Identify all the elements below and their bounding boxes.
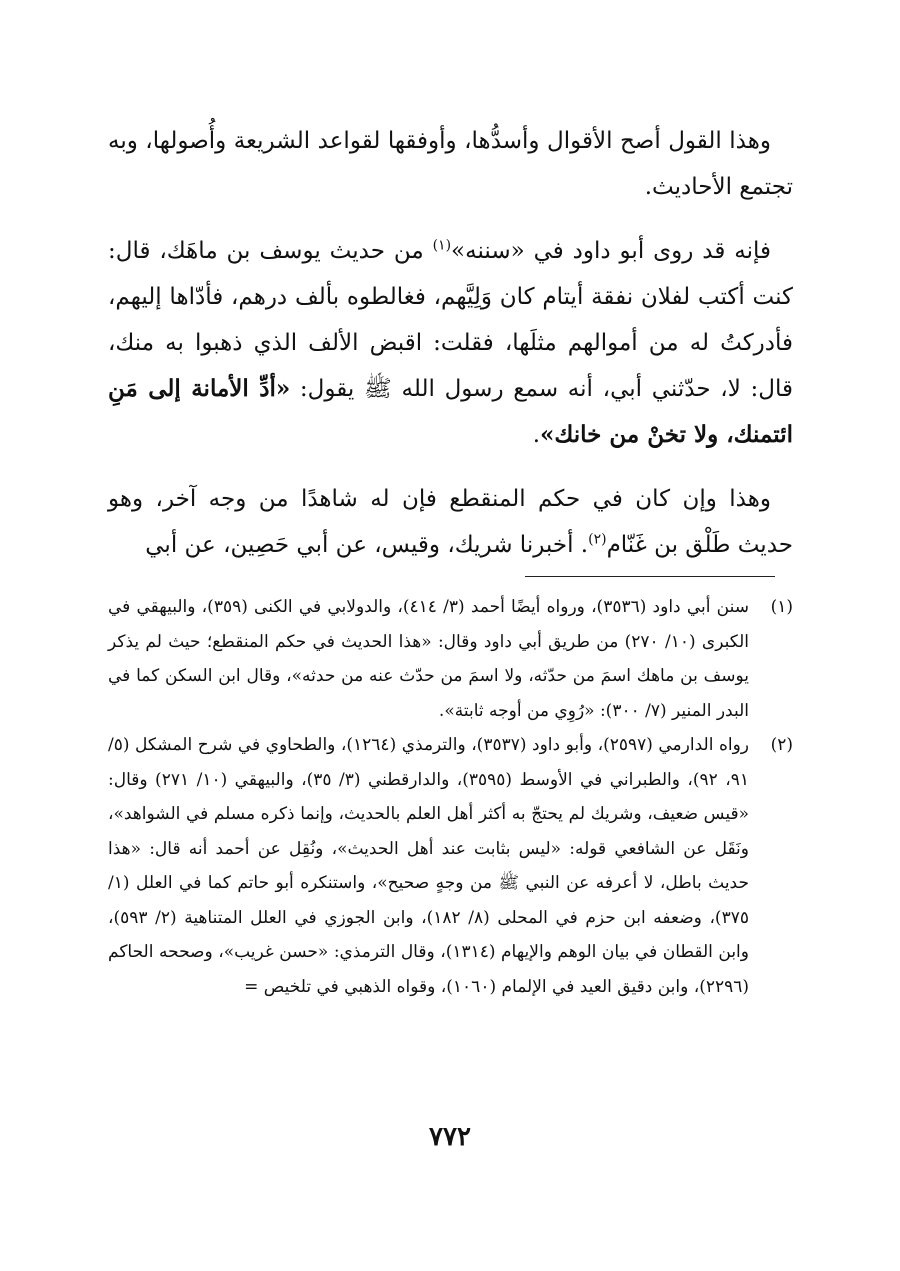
footnote-1 bbox=[108, 590, 793, 728]
page-number: ٧٧٢ bbox=[429, 1122, 471, 1152]
footnote-reference-2[interactable]: (٢) bbox=[588, 531, 607, 548]
main-text bbox=[108, 118, 793, 586]
paragraph-1-text: وهذا القول أصح الأقوال وأسدُّها، وأوفقها لقواعد الشريعة وأُصولها، وبه تجتمع الأحاديث. bbox=[108, 128, 793, 200]
footnotes bbox=[108, 590, 793, 1004]
paragraph-2-text-a: فإنه قد روى أبو داود في «سننه» bbox=[451, 238, 771, 264]
paragraph-3-text-a: وهذا وإن كان في حكم المنقطع فإن له شاهدًا من وجه آخر، وهو حديث طَلْق بن غَنّام bbox=[108, 486, 793, 558]
paragraph-3 bbox=[108, 476, 793, 568]
footnote-reference-1[interactable]: (١) bbox=[432, 237, 452, 254]
paragraph-2-end: . bbox=[532, 422, 540, 448]
footnote-2-text: رواه الدارمي (٢٥٩٧)، وأبو داود (٣٥٣٧)، والترمذي (١٢٦٤)، والطحاوي في شرح المشكل (٥/ ٩١، ٩٢)، والطبراني في الأوسط (٣٥٩٥)، والدارقطني (٣/ ٣٥)، والبيهقي (١٠/ ٢٧١) وقال: «قيس ضعيف، وشريك لم يحتجّ به أكثر أهل العلم بالحديث، وإنما ذكره مسلم في الشواهد»، ونَقَل عن الشافعي قوله: «ليس بثابت عند أهل الحديث»، ونُقِل عن أحمد أنه قال: «هذا حديث باطل، لا أعرفه عن النبي ﷺ من وجهٍ صحيح»، واستنكره أبو حاتم كما في العلل (١/ ٣٧٥)، وضعفه ابن حزم في المحلى (٨/ ١٨٢)، وابن الجوزي في العلل المتناهية (٢/ ٥٩٣)، وابن القطان في بيان الوهم والإيهام (١٣١٤)، وقال الترمذي: «حسن غريب»، وصححه الحاكم (٢٢٩٦)، وابن دقيق العيد في الإلمام (١٠٦٠)، وقواه الذهبي في تلخيص = bbox=[108, 735, 749, 997]
footnote-1-text: سنن أبي داود (٣٥٣٦)، ورواه أيضًا أحمد (٣/ ٤١٤)، والدولابي في الكنى (٣٥٩)، والبيهقي في الكبرى (١٠/ ٢٧٠) من طريق أبي داود وقال: «هذا الحديث في حكم المنقطع؛ حيث لم يذكر يوسف بن ماهك اسمَ من حدّثه، ولا اسمَ من حدّث عنه من حدثه»، وقال ابن السكن كما في البدر المنير (٧/ ٣٠٠): «رُوِي من أوجه ثابتة». bbox=[108, 597, 749, 721]
paragraph-2-text-b: من حديث يوسف بن ماهَك، قال: كنت أكتب لفلان نفقة أيتام كان وَلِيَّهم، فغالطوه بألف درهم، فأدّاها إليهم، فأدركتُ له من أموالهم مثلَها، فقلت: اقبض الألف الذي ذهبوا به منك، قال: لا، حدّثني أبي، أنه سمع رسول الله ﷺ يقول: bbox=[108, 238, 793, 402]
paragraph-2 bbox=[108, 228, 793, 458]
paragraph-3-text-b: . أخبرنا شريك، وقيس، عن أبي حَصِين، عن أبي bbox=[145, 532, 589, 558]
footnote-2 bbox=[108, 728, 793, 1004]
footnote-separator bbox=[525, 576, 775, 577]
hadith-quote: «أدِّ الأمانة إلى مَنِ ائتمنك، ولا تخنْ من خانك» bbox=[108, 375, 793, 448]
footnote-1-number[interactable]: (١) bbox=[770, 597, 793, 617]
footnote-2-number[interactable]: (٢) bbox=[770, 735, 793, 755]
paragraph-1 bbox=[108, 118, 793, 210]
